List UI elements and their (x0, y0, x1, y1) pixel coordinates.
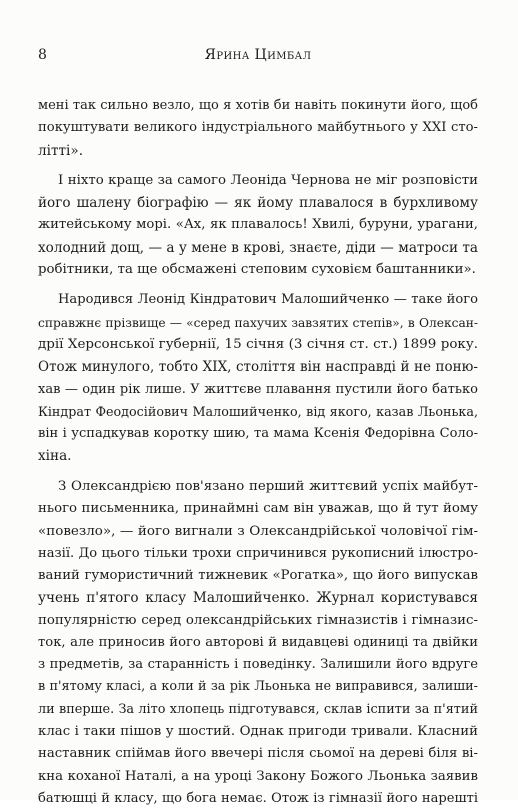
page-header (38, 47, 478, 67)
text-line: клас і таки пішов у шостий. Однак пригоди тривали. Класний (38, 724, 478, 740)
paragraph (38, 95, 478, 162)
text-line: І ніхто краще за самого Леоніда Чернова не міг розповісти (58, 172, 478, 188)
text-line: літті». (38, 142, 84, 159)
text-line: холодний дощ, — а у мене в крові, знаєте, діди — матроси та (38, 239, 478, 256)
text-line: Народився Леонід Кіндратович Малошийченко — таке його (58, 292, 478, 308)
text-line: наставник спіймав його ввечері після сьомої на дереві біля ві- (38, 746, 478, 762)
text-line: нього письменника, принаймні сам він уважав, що й тут йому (38, 501, 478, 517)
text-line: житейському морі. «Ах, як плавалось! Хвилі, буруни, урагани, (38, 217, 478, 233)
text-line: в п'ятому класі, а коли й за рік Льонька не виправився, залиши- (38, 679, 478, 695)
text-line: популярністю серед олександрійських гімназистів і гімназис- (38, 612, 478, 628)
text-line: покуштувати великого індустріального майбутнього у XXI сто- (38, 120, 478, 136)
text-line: він і успадкував коротку шию, та мама Ксенія Федорівна Соло- (38, 426, 478, 442)
page-number: 8 (38, 47, 47, 63)
text-line: мені так сильно везло, що я хотів би навіть покинути його, щоб (38, 98, 478, 113)
text-line: ли вперше. За літо хлопець підготувався, склав іспити за п'ятий (38, 701, 478, 717)
text-line: батюшці й класу, що бога немає. Отож із гімназії його нарешті (38, 790, 478, 806)
text-line: справжнє прізвище — «серед пахучих завзятих степів», в Олексан- (38, 315, 478, 330)
text-line: його шалену біографію — як йому плавалося в бурхливому (38, 195, 478, 212)
paragraph (38, 289, 478, 467)
text-line: ваний гумористичний тижневик «Рогатка», що його випускав (38, 567, 478, 583)
text-line: «повезло», — його вигнали з Олександрійської чоловічої гім- (38, 523, 478, 540)
text-line: хав — один рік лише. У життєве плавання пустили його батько (38, 381, 478, 397)
text-line: робітники, та ще обсмажені степовим суховієм баштанники». (38, 262, 476, 278)
body-text (38, 95, 478, 810)
text-line: Кіндрат Феодосійович Малошийченко, від якого, казав Льонька, (38, 403, 478, 419)
text-line: ток, але приносив його авторові й видавцеві одиниці та двійки (38, 634, 478, 650)
text-line: учень п'ятого класу Малошийченко. Журнал користувався (38, 590, 478, 607)
text-line: хіна. (38, 448, 72, 465)
paragraph (38, 170, 478, 281)
paragraph (38, 476, 478, 810)
text-line: Отож минулого, тобто XIX, століття він насправді й не поню- (38, 359, 478, 376)
running-head: Ярина Цимбал (204, 47, 312, 63)
text-line: З Олександрією пов'язано перший життєвий успіх майбут- (58, 478, 478, 494)
text-line: назії. До цього тільки трохи спричинився рукописний ілюстро- (38, 545, 478, 561)
text-line: кна коханої Наталі, а на уроці Закону Божого Льонька заявив (38, 768, 478, 784)
text-line: з предметів, за старанність і поведінку. Залишили його вдруге (38, 657, 478, 673)
text-line: дрії Херсонської губернії, 15 січня (3 січня ст. ст.) 1899 року. (38, 336, 478, 352)
